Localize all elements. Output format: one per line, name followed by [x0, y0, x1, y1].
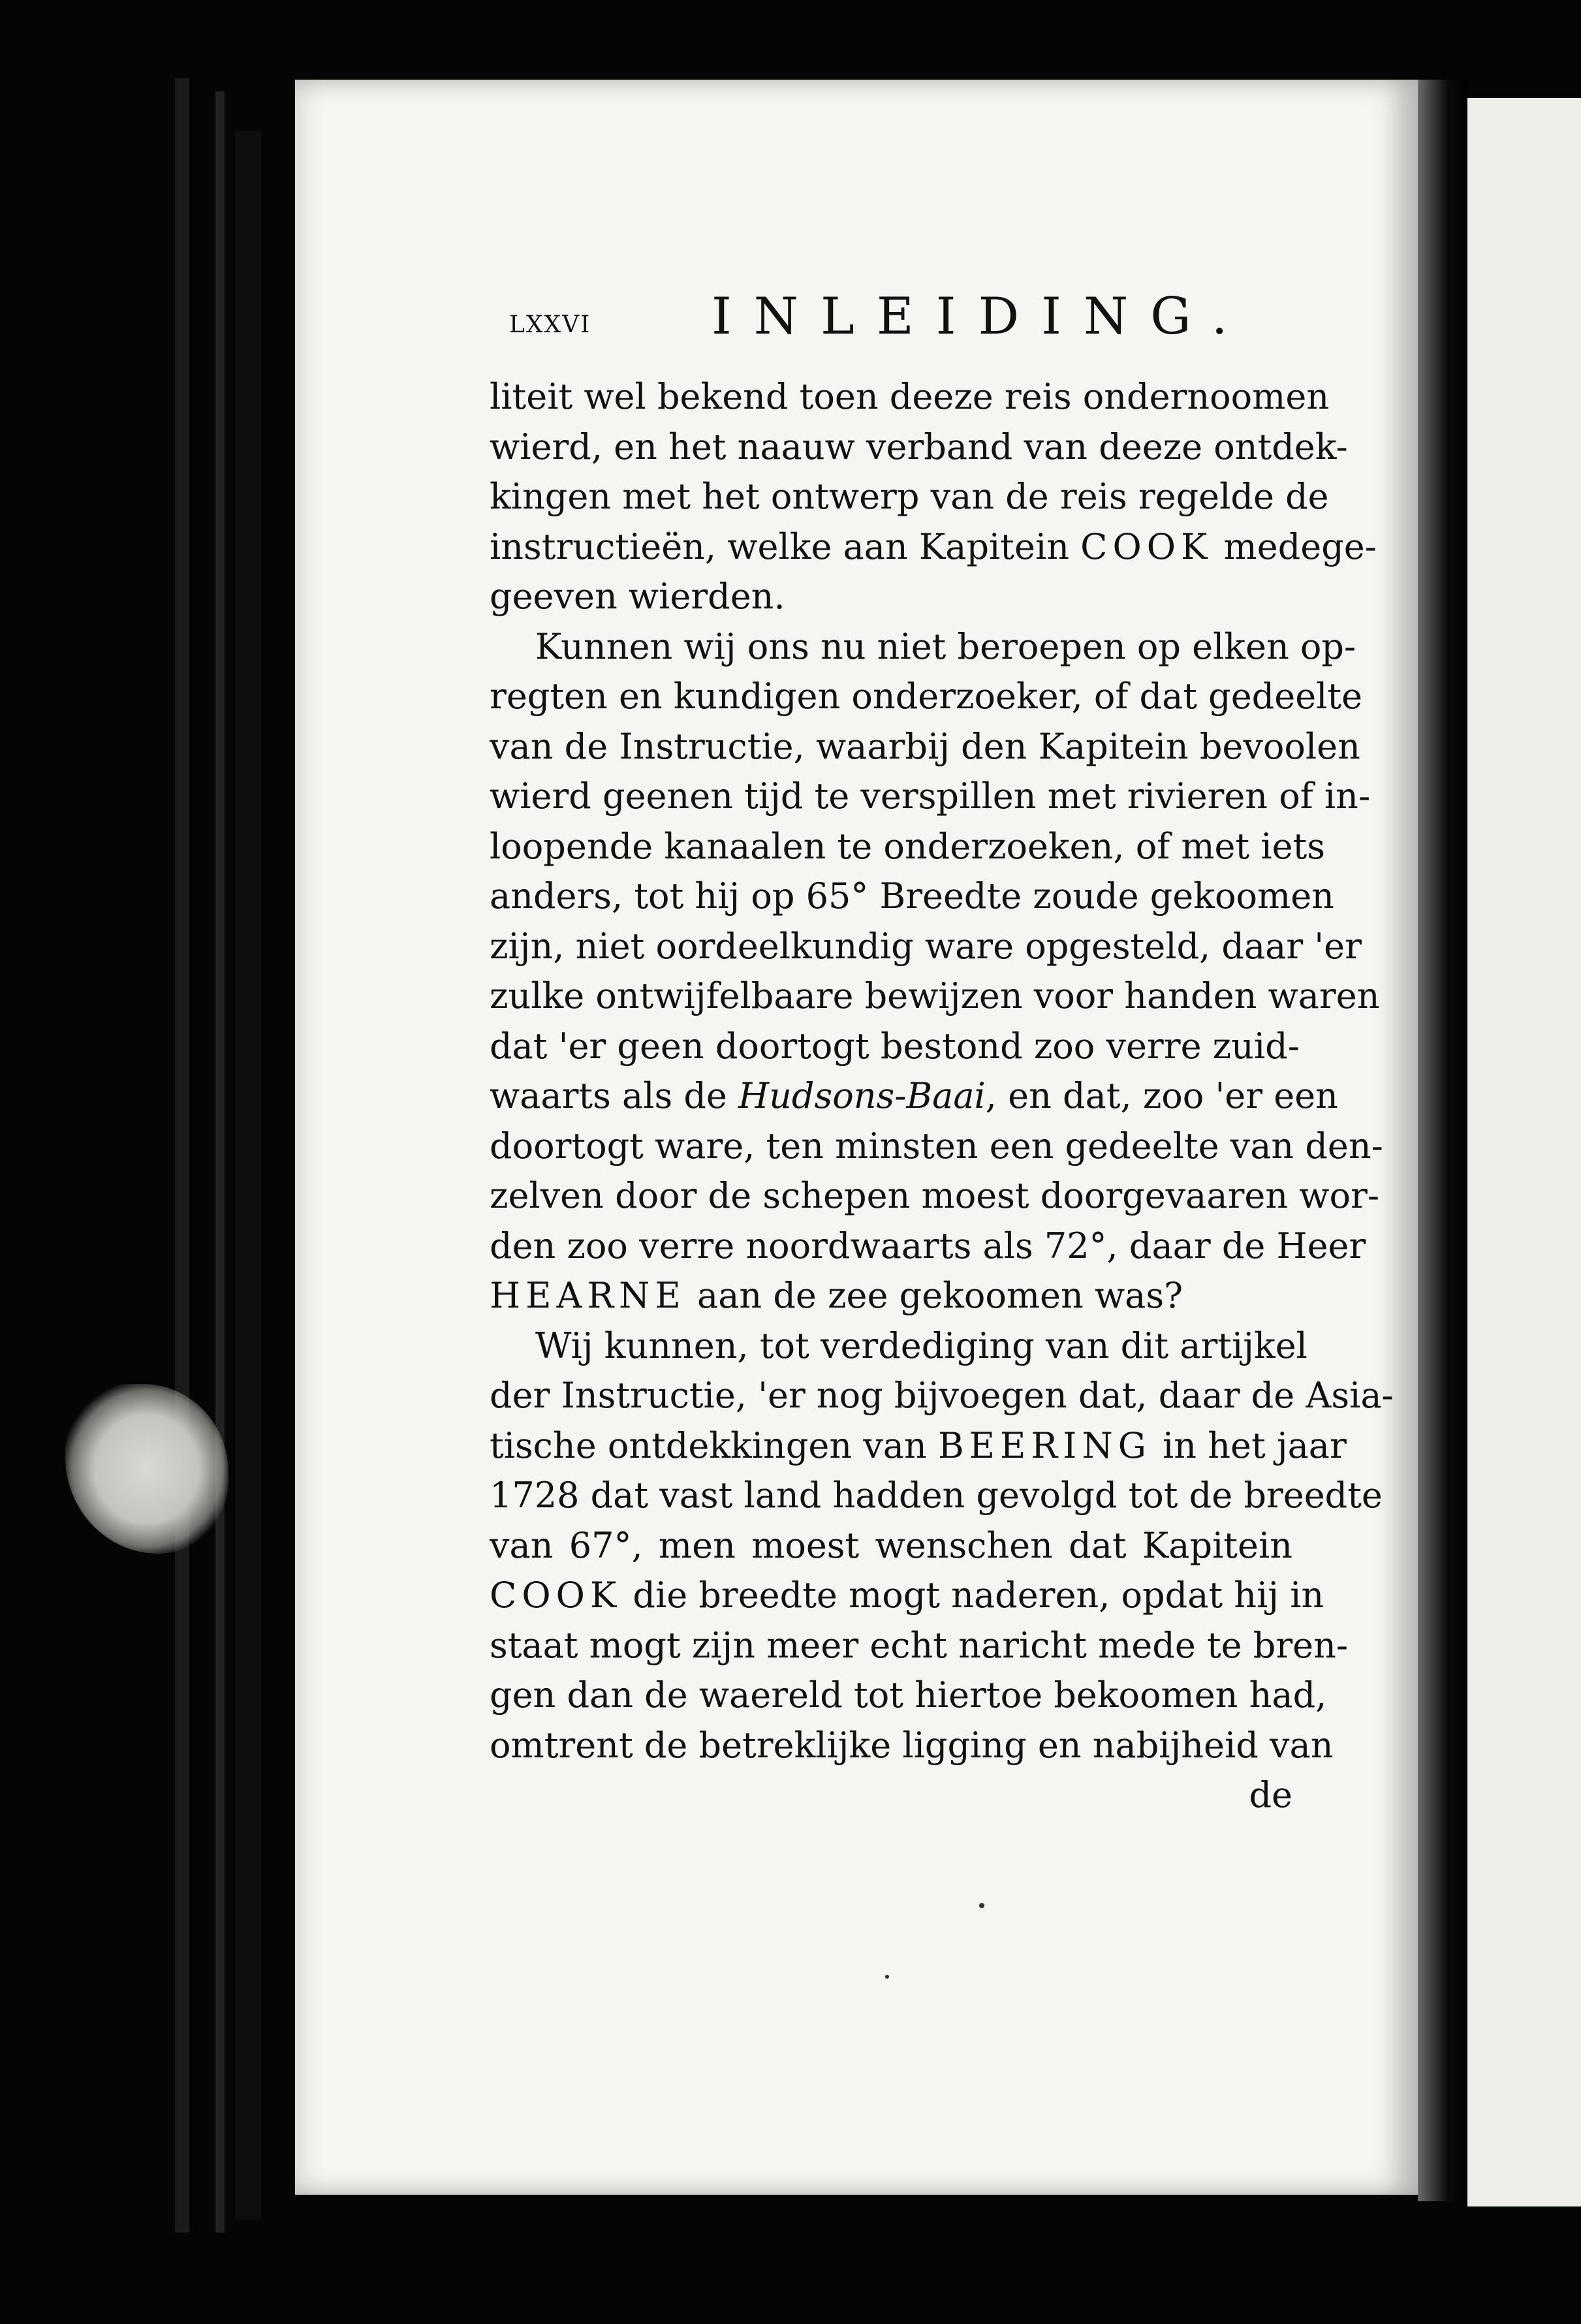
page-text: [490, 287, 1394, 1821]
text-line: HEARNE aan de zee gekoomen was?: [490, 1275, 1183, 1316]
text-line: der Instructie, 'er nog bijvoegen dat, daar de Asia-: [490, 1375, 1394, 1416]
text-line: instructieën, welke aan Kapitein COOK medege-: [490, 526, 1377, 567]
text-line: COOK die breedte mogt naderen, opdat hij in: [490, 1575, 1324, 1616]
text-line: kingen met het ontwerp van de reis regelde de: [490, 476, 1329, 517]
place-name-hudsons-baai: Hudsons-Baai: [738, 1075, 986, 1116]
ink-speck: [979, 1903, 984, 1908]
paper-damage: [65, 1384, 228, 1554]
name-beering: BEERING: [937, 1424, 1151, 1466]
text-line: 1728 dat vast land hadden gevolgd tot de breedte: [490, 1475, 1383, 1516]
text-line: van 67°, men moest wenschen dat Kapitein: [490, 1524, 1292, 1566]
running-head: [490, 287, 1292, 346]
text-line: den zoo verre noordwaarts als 72°, daar de Heer: [490, 1225, 1366, 1266]
binding-edge: [215, 91, 225, 2233]
text-line: waarts als de Hudsons-Baai, en dat, zoo 'er een: [490, 1075, 1338, 1116]
text-line: omtrent de betreklijke ligging en nabijheid van: [490, 1724, 1334, 1766]
text-line: zijn, niet oordeelkundig ware opgesteld, daar 'er: [490, 925, 1362, 967]
text-line: wierd, en het naauw verband van deeze ontdek-: [490, 426, 1348, 467]
text-line: zulke ontwijfelbaare bewijzen voor handen waren: [490, 975, 1380, 1016]
text-line: dat 'er geen doortogt bestond zoo verre zuid-: [490, 1025, 1300, 1067]
text-line: zelven door de schepen moest doorgevaaren wor-: [490, 1175, 1380, 1216]
text-line: regten en kundigen onderzoeker, of dat gedeelte: [490, 676, 1363, 717]
binding-edge: [175, 78, 189, 2233]
text-line: doortogt ware, ten minsten een gedeelte van den-: [490, 1125, 1383, 1167]
binding-edge: [235, 131, 261, 2220]
paragraph-2: [490, 622, 1383, 1321]
text-line: Kunnen wij ons nu niet beroepen op elken op-: [535, 625, 1356, 667]
name-cook: COOK: [1080, 526, 1213, 567]
text-line: Wij kunnen, tot verdediging van dit artijkel: [535, 1325, 1307, 1366]
text-line: van de Instructie, waarbij den Kapitein bevoolen: [490, 725, 1360, 767]
text-line: liteit wel bekend toen deeze reis ondernoomen: [490, 376, 1330, 417]
page-number: lxxvi: [509, 302, 591, 341]
name-cook: COOK: [490, 1575, 622, 1616]
paragraph-1: [490, 372, 1377, 622]
name-hearne: HEARNE: [490, 1275, 686, 1316]
text-line: anders, tot hij op 65° Breedte zoude gekoomen: [490, 875, 1334, 917]
paragraph-3: [490, 1321, 1394, 1771]
chapter-title: INLEIDING.: [712, 287, 1250, 346]
facing-page-edge: [1467, 98, 1581, 2206]
gutter-shadow: [1418, 80, 1467, 2201]
text-line: gen dan de waereld tot hiertoe bekoomen had,: [490, 1674, 1327, 1716]
ink-speck: [885, 1975, 889, 1979]
text-line: staat mogt zijn meer echt naricht mede te bren-: [490, 1624, 1349, 1666]
text-line: loopende kanaalen te onderzoeken, of met iets: [490, 825, 1326, 867]
text-line: geeven wierden.: [490, 576, 785, 617]
text-line: wierd geenen tijd te verspillen met rivieren of in-: [490, 776, 1371, 817]
text-line: tische ontdekkingen van BEERING in het jaar: [490, 1424, 1347, 1466]
catchword: de: [1249, 1774, 1292, 1815]
